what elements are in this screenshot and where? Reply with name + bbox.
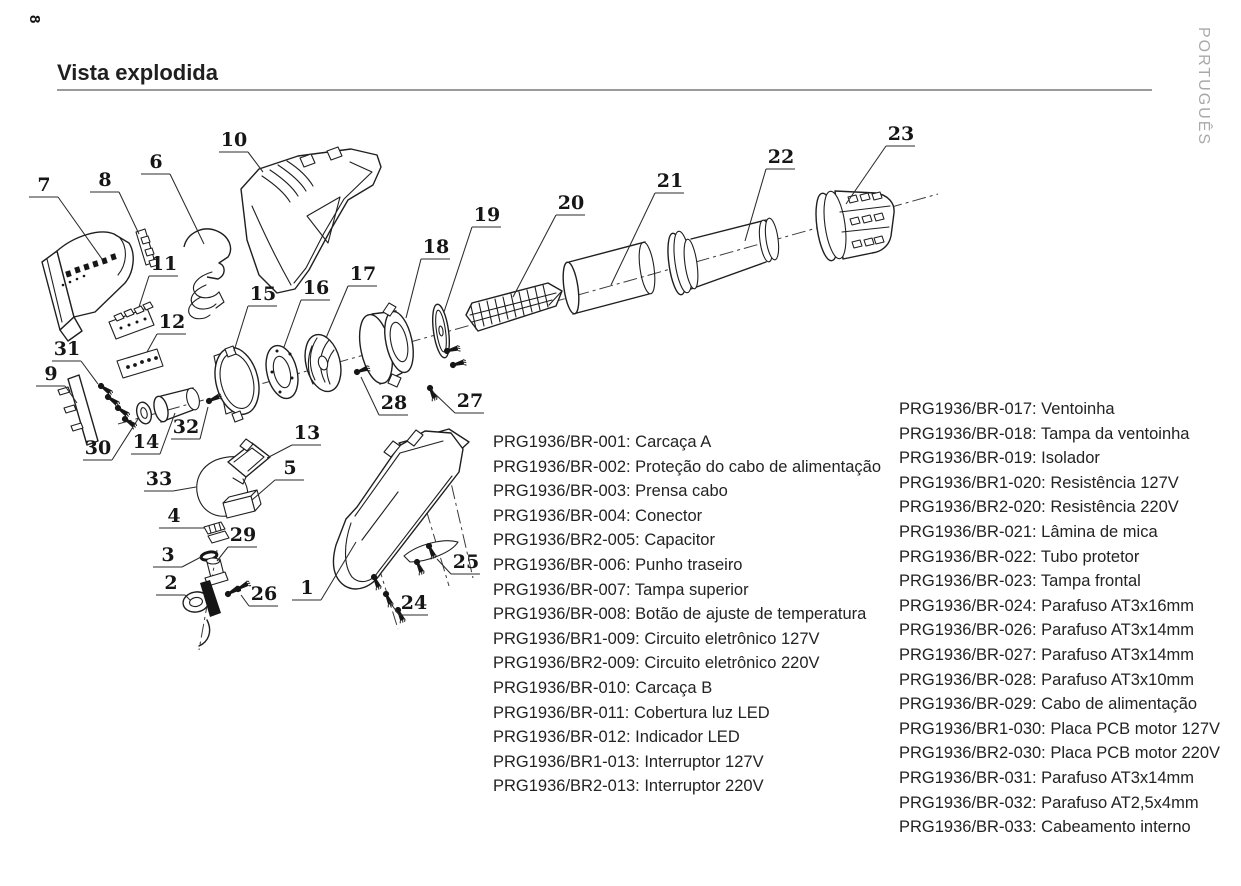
part-item — [899, 495, 1220, 520]
callout-2: 2 — [164, 572, 178, 594]
part-temperature-knob-box — [223, 490, 261, 518]
part-item — [493, 455, 881, 480]
part-item — [899, 643, 1220, 668]
part-code: PRG1936/BR-024 : — [899, 597, 1041, 615]
part-name: Cabo de alimentação — [1041, 695, 1198, 714]
part-name: Placa PCB motor 220V — [1050, 744, 1221, 763]
part-code: PRG1936/BR-032 : — [899, 794, 1041, 812]
part-name: Parafuso AT3x14mm — [1041, 621, 1195, 640]
page-title: Vista explodida — [57, 60, 218, 85]
part-item — [493, 627, 881, 652]
part-fan-cover — [354, 303, 418, 387]
part-item — [899, 692, 1220, 717]
part-code: PRG1936/BR-008 : — [493, 605, 635, 623]
part-item — [493, 553, 881, 578]
callout-22: 22 — [767, 146, 795, 168]
part-item — [899, 668, 1220, 693]
part-item — [493, 504, 881, 529]
callout-13: 13 — [293, 422, 321, 444]
callout-17: 17 — [349, 263, 377, 285]
callout-24: 24 — [400, 592, 428, 614]
part-terminal-strip-11 — [109, 302, 154, 339]
part-code: PRG1936/BR2-020 : — [899, 498, 1050, 516]
part-code: PRG1936/BR1-013 : — [493, 753, 644, 771]
callout-25: 25 — [452, 551, 480, 573]
part-name: Indicador LED — [635, 728, 740, 747]
part-name: Circuito eletrônico 127V — [644, 629, 820, 648]
part-code: PRG1936/BR-011 : — [493, 704, 634, 722]
callout-21: 21 — [656, 170, 684, 192]
callout-16: 16 — [302, 277, 330, 299]
callout-12: 12 — [158, 311, 186, 333]
part-item — [899, 618, 1220, 643]
part-code: PRG1936/BR-031 : — [899, 769, 1041, 787]
part-code: PRG1936/BR-001 : — [493, 433, 635, 451]
callout-11: 11 — [150, 253, 178, 275]
part-item — [899, 594, 1220, 619]
part-code: PRG1936/BR-012 : — [493, 728, 635, 746]
part-item — [899, 766, 1220, 791]
callout-10: 10 — [220, 129, 248, 151]
part-code: PRG1936/BR-023 : — [899, 572, 1041, 590]
callout-33: 33 — [145, 468, 173, 490]
callout-29: 29 — [229, 524, 257, 546]
callout-8: 8 — [98, 169, 112, 191]
part-item — [899, 569, 1220, 594]
parts-list-right — [899, 397, 1220, 840]
part-item — [899, 397, 1220, 422]
callout-31: 31 — [53, 338, 81, 360]
part-code: PRG1936/BR-010 : — [493, 679, 635, 697]
page-number: 8 — [26, 15, 43, 24]
part-name: Resistência 127V — [1050, 473, 1179, 492]
part-fan-impeller — [299, 331, 346, 396]
callout-7: 7 — [37, 174, 51, 196]
callout-26: 26 — [250, 583, 278, 605]
callout-27: 27 — [456, 390, 484, 412]
part-item — [493, 725, 881, 750]
part-item — [493, 676, 881, 701]
part-name: Circuito eletrônico 220V — [644, 654, 820, 673]
part-name: Capacitor — [644, 531, 715, 550]
part-code: PRG1936/BR1-030 : — [899, 720, 1050, 738]
callout-15: 15 — [249, 283, 277, 305]
part-name: Tampa frontal — [1040, 572, 1141, 591]
part-item — [899, 717, 1220, 742]
part-code: PRG1936/BR-003 : — [493, 482, 635, 500]
callout-4: 4 — [167, 505, 181, 527]
part-code: PRG1936/BR-029 : — [899, 695, 1041, 713]
part-code: PRG1936/BR-022 : — [899, 548, 1041, 566]
part-name: Carcaça B — [635, 678, 713, 697]
part-code: PRG1936/BR2-013 : — [493, 777, 644, 795]
part-name: Parafuso AT3x10mm — [1041, 670, 1195, 689]
part-mica-tube — [560, 241, 657, 314]
part-code: PRG1936/BR2-030 : — [899, 744, 1050, 762]
part-code: PRG1936/BR-017 : — [899, 400, 1041, 418]
callout-30: 30 — [84, 437, 112, 459]
part-terminal-strip-12 — [117, 349, 163, 378]
part-code: PRG1936/BR-019 : — [899, 449, 1041, 467]
part-heating-element — [466, 283, 562, 331]
part-code: PRG1936/BR-007 : — [493, 581, 635, 599]
part-code: PRG1936/BR-027 : — [899, 646, 1041, 664]
part-housing-b — [333, 429, 469, 589]
part-code: PRG1936/BR-018 : — [899, 425, 1041, 443]
part-name: Parafuso AT3x14mm — [1041, 645, 1195, 664]
callout-6: 6 — [149, 151, 163, 173]
part-item — [493, 430, 881, 455]
part-name: Parafuso AT3x16mm — [1041, 596, 1195, 615]
part-item — [899, 471, 1220, 496]
part-name: Resistência 220V — [1050, 498, 1179, 517]
part-name: Interruptor 127V — [644, 752, 764, 771]
part-protective-tube — [665, 217, 781, 295]
part-code: PRG1936/BR-028 : — [899, 671, 1041, 689]
part-item — [493, 701, 881, 726]
part-code: PRG1936/BR-033 : — [899, 818, 1041, 836]
part-name: Lâmina de mica — [1041, 522, 1158, 541]
part-name: Tampa superior — [634, 580, 749, 599]
callout-5: 5 — [283, 457, 297, 479]
parts-list-left — [493, 430, 881, 799]
part-item — [493, 602, 881, 627]
part-name: Cabeamento interno — [1041, 818, 1191, 837]
part-name: Interruptor 220V — [644, 777, 764, 796]
callout-32: 32 — [172, 416, 200, 438]
callout-1: 1 — [300, 577, 314, 599]
part-name: Placa PCB motor 127V — [1050, 719, 1221, 738]
part-washer-30 — [134, 401, 153, 426]
part-code: PRG1936/BR2-005 : — [493, 531, 644, 549]
part-item — [899, 815, 1220, 840]
part-front-cap — [812, 190, 894, 262]
part-item — [899, 791, 1220, 816]
callout-9: 9 — [44, 363, 58, 385]
part-code: PRG1936/BR-004 : — [493, 507, 635, 525]
part-name: Conector — [635, 506, 703, 525]
part-name: Punho traseiro — [635, 555, 743, 574]
part-name: Cobertura luz LED — [633, 703, 770, 722]
part-item — [493, 528, 881, 553]
part-item — [493, 750, 881, 775]
callout-19: 19 — [473, 204, 501, 226]
part-item — [899, 545, 1220, 570]
part-connector — [204, 522, 229, 543]
part-item — [899, 422, 1220, 447]
part-item — [493, 479, 881, 504]
part-code: PRG1936/BR-006 : — [493, 556, 635, 574]
part-name: Prensa cabo — [635, 482, 728, 501]
part-spring-deflector — [184, 229, 231, 319]
callout-20: 20 — [557, 192, 585, 214]
language-sidebar-label: PORTUGUÊS — [1195, 27, 1212, 147]
part-name: Proteção do cabo de alimentação — [635, 457, 882, 476]
part-name: Isolador — [1041, 449, 1100, 468]
part-item — [493, 578, 881, 603]
part-item — [899, 520, 1220, 545]
part-code: PRG1936/BR-002 : — [493, 458, 635, 476]
part-motor — [208, 343, 265, 422]
part-name: Tubo protetor — [1040, 547, 1140, 566]
callout-28: 28 — [380, 392, 408, 414]
callout-14: 14 — [132, 431, 160, 453]
part-code: PRG1936/BR-026 : — [899, 621, 1041, 639]
part-code: PRG1936/BR-021 : — [899, 523, 1041, 541]
part-code: PRG1936/BR2-009 : — [493, 654, 644, 672]
part-item — [493, 774, 881, 799]
part-code: PRG1936/BR1-020 : — [899, 474, 1050, 492]
callout-18: 18 — [422, 236, 450, 258]
part-motor-plate — [261, 342, 303, 402]
part-item — [493, 651, 881, 676]
part-name: Carcaça A — [635, 433, 712, 451]
part-name: Parafuso AT2,5x4mm — [1041, 793, 1199, 812]
part-switch — [228, 439, 270, 484]
part-name: Tampa da ventoinha — [1040, 424, 1190, 443]
part-name: Ventoinha — [1041, 400, 1115, 418]
part-item — [899, 446, 1220, 471]
part-item — [899, 741, 1220, 766]
part-code: PRG1936/BR1-009 : — [493, 630, 644, 648]
part-name: Botão de ajuste de temperatura — [635, 605, 867, 624]
callout-23: 23 — [887, 123, 915, 145]
part-name: Parafuso AT3x14mm — [1041, 768, 1195, 787]
callout-3: 3 — [161, 544, 175, 566]
